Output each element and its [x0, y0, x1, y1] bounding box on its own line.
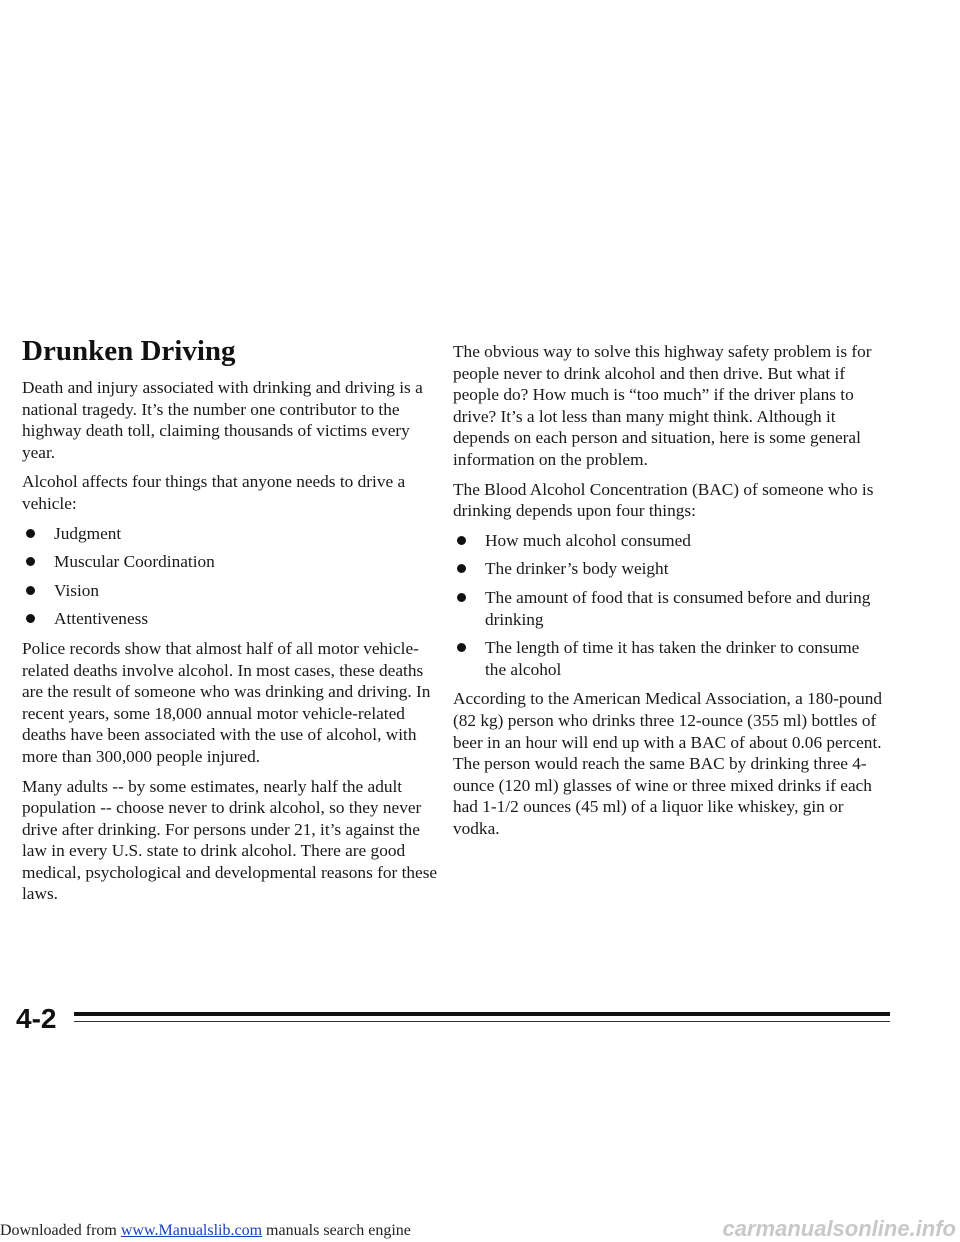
list-item-text: The amount of food that is consumed before and during drinking — [485, 587, 871, 629]
list-item-text: Judgment — [54, 523, 122, 543]
list-item — [22, 551, 442, 573]
list-item — [22, 608, 442, 630]
download-footer — [0, 1222, 411, 1240]
right-column — [453, 341, 883, 847]
bullet-icon — [457, 593, 466, 602]
ama-paragraph: According to the American Medical Association, a 180-pound (82 kg) person who drinks three 12-ounce (355 ml) bottles of beer in an hour will end up with a BAC of about 0.06 percent. The person would reach the same BAC by drinking three 4-ounce (120 ml) glasses of wine or three mixed drinks if each had 1-1/2 ounces (45 ml) of a liquor like whiskey, gin or vodka. — [453, 689, 883, 838]
bac-paragraph: The Blood Alcohol Concentration (BAC) of someone who is drinking depends upon four things: — [453, 479, 874, 521]
list-item — [453, 637, 883, 680]
list-item-text: The drinker’s body weight — [485, 559, 669, 579]
list-item — [453, 587, 883, 630]
alcohol-affects-paragraph: Alcohol affects four things that anyone needs to drive a vehicle: — [22, 472, 406, 513]
many-adults-paragraph: Many adults -- by some estimates, nearly half the adult population -- choose never to drink alcohol, so they never drive after drinking. For persons under 21, it’s against the law in every U.S. state to drink alcohol. There are good medical, psychological and developmental reasons for these laws. — [22, 776, 438, 904]
list-item-text: The length of time it has taken the drinker to consume the alcohol — [485, 638, 860, 679]
list-item — [22, 523, 442, 545]
bullet-icon — [26, 614, 35, 623]
affects-list — [22, 523, 442, 630]
footer-rule-thick — [74, 1012, 890, 1016]
page-number: 4-2 — [16, 1003, 57, 1034]
list-item-text: Vision — [54, 580, 100, 600]
list-item — [453, 530, 883, 552]
list-item-text: Muscular Coordination — [54, 552, 215, 572]
list-item-text: How much alcohol consumed — [485, 530, 691, 550]
bullet-icon — [26, 586, 35, 595]
footer-suffix: manuals search engine — [262, 1222, 411, 1239]
bullet-icon — [26, 557, 35, 566]
list-item — [453, 558, 883, 580]
bullet-icon — [457, 564, 466, 573]
watermark-logo: carmanualsonline.info — [722, 1216, 956, 1241]
manualslib-link[interactable]: www.Manualslib.com — [120, 1222, 263, 1239]
list-item-text: Attentiveness — [54, 609, 149, 629]
bullet-icon — [457, 643, 466, 652]
police-records-paragraph: Police records show that almost half of all motor vehicle-related deaths involve alcohol. In most cases, these deaths are the result of someone who was drinking and driving. In recent years, some 18,000 annual motor vehicle-related deaths have been associated with the use of alcohol, with more than 300,000 people injured. — [22, 638, 431, 766]
list-item — [22, 580, 442, 602]
section-title: Drunken Driving — [22, 335, 236, 367]
left-column — [22, 334, 442, 913]
bullet-icon — [26, 529, 35, 538]
obvious-way-paragraph: The obvious way to solve this highway safety problem is for people never to drink alcohol and then drive. But what if people do? How much is “too much” if the driver plans to drive? It’s a lot less than many might think. Although it depends on each person and situation, here is some general information on the problem. — [453, 342, 872, 469]
bac-factors-list — [453, 530, 883, 681]
intro-paragraph: Death and injury associated with drinking and driving is a national tragedy. It’s the number one contributor to the highway death toll, claiming thousands of victims every year. — [22, 378, 423, 462]
footer-rule-thin — [74, 1021, 890, 1022]
footer-prefix: Downloaded from — [0, 1222, 121, 1239]
bullet-icon — [457, 536, 466, 545]
